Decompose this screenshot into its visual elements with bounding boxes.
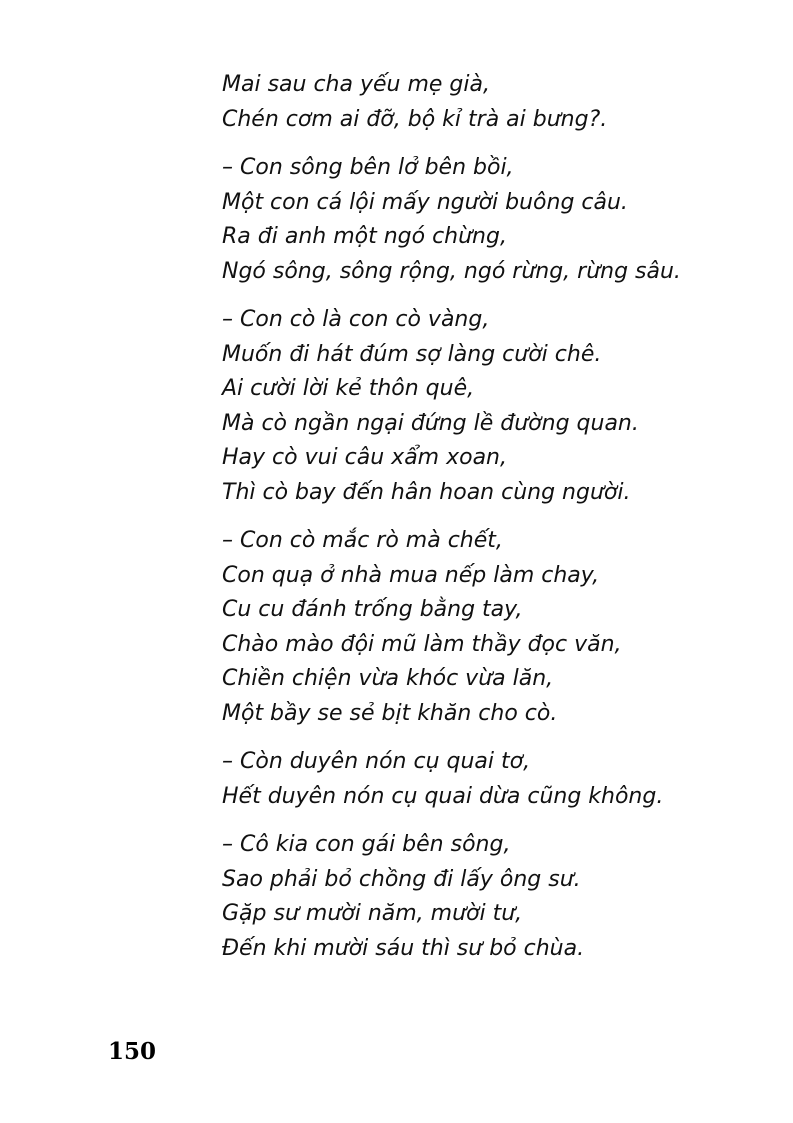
poem-line: Ra đi anh một ngó chừng, <box>222 224 507 249</box>
stanza-4 <box>222 524 762 731</box>
poem-line: Gặp sư mười năm, mười tư, <box>222 901 523 926</box>
poem-line: – Còn duyên nón cụ quai tơ, <box>222 749 531 774</box>
poem-line: Chào mào đội mũ làm thầy đọc văn, <box>222 631 622 657</box>
poem-line: Mà cò ngần ngại đứng lề đường quan. <box>222 410 639 436</box>
poem-line: – Con cò mắc rò mà chết, <box>222 528 503 553</box>
poem-line: Chén cơm ai đỡ, bộ kỉ trà ai bưng?. <box>222 106 608 132</box>
poem-line: – Cô kia con gái bên sông, <box>222 832 511 857</box>
poem-line: Mai sau cha yếu mẹ già, <box>222 72 490 97</box>
poem-line: Ai cười lời kẻ thôn quê, <box>222 376 475 401</box>
page-number: 150 <box>108 1038 157 1065</box>
poem-line: Thì cò bay đến hân hoan cùng người. <box>222 479 631 505</box>
stanza-6 <box>222 828 762 966</box>
poem-line: Chiền chiện vừa khóc vừa lăn, <box>222 666 554 691</box>
poem-line: Một bầy se sẻ bịt khăn cho cò. <box>222 700 558 726</box>
poem-line: Đến khi mười sáu thì sư bỏ chùa. <box>222 935 585 961</box>
stanza-5 <box>222 745 762 814</box>
poem-line: Hết duyên nón cụ quai dừa cũng không. <box>222 783 664 809</box>
stanza-3 <box>222 303 762 510</box>
poem-line: Sao phải bỏ chồng đi lấy ông sư. <box>222 866 581 892</box>
poem-line: Một con cá lội mấy người buông câu. <box>222 189 628 215</box>
poem-line: Cu cu đánh trống bằng tay, <box>222 597 523 622</box>
poem-line: – Con sông bên lở bên bồi, <box>222 155 514 180</box>
poem-line: Ngó sông, sông rộng, ngó rừng, rừng sâu. <box>222 258 681 284</box>
stanza-2 <box>222 151 762 289</box>
poem-line: Con quạ ở nhà mua nếp làm chay, <box>222 562 600 588</box>
stanza-1 <box>222 68 762 137</box>
poem-line: Hay cò vui câu xẩm xoan, <box>222 445 507 470</box>
poem-line: Muốn đi hát đúm sợ làng cười chê. <box>222 341 602 367</box>
poem-line: – Con cò là con cò vàng, <box>222 307 490 332</box>
poem-text <box>222 68 762 980</box>
